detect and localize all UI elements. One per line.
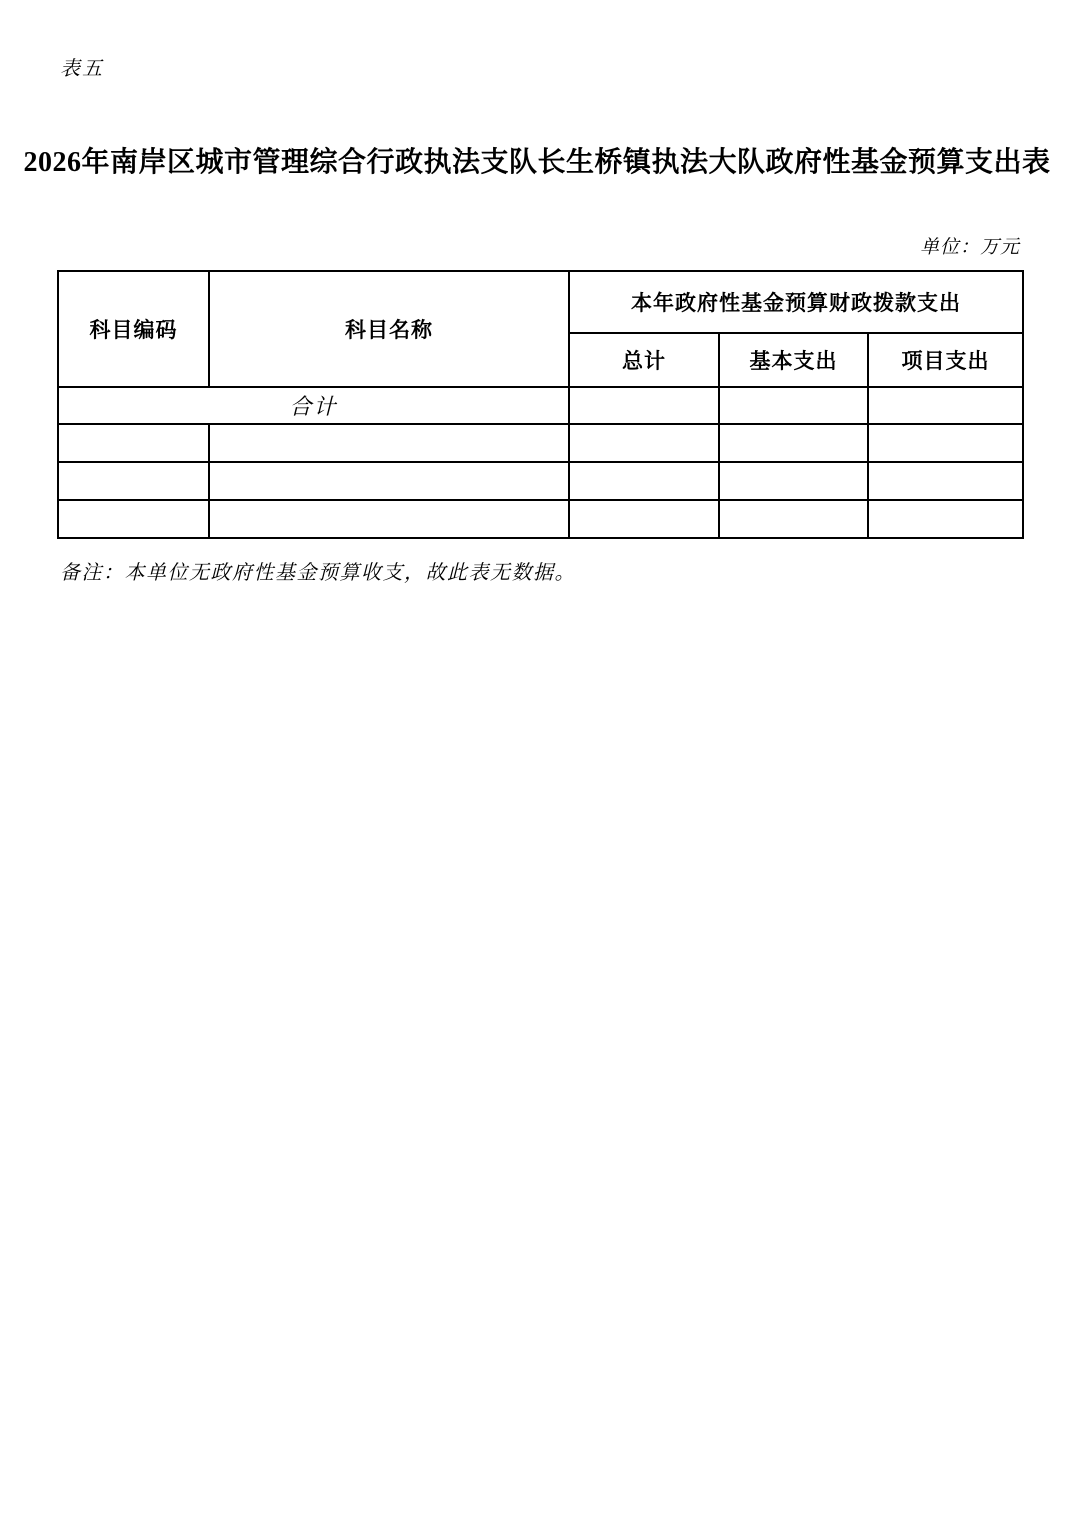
column-header-subject-code: 科目编码 [58, 271, 209, 387]
cell-subject-name [209, 424, 569, 462]
cell-subject-code [58, 462, 209, 500]
table-number-label: 表五 [60, 58, 104, 80]
cell-project [868, 424, 1023, 462]
cell-subject-name [209, 462, 569, 500]
total-row-project-value [868, 387, 1023, 424]
table-row [58, 500, 1023, 538]
cell-basic [719, 424, 868, 462]
cell-project [868, 500, 1023, 538]
column-header-group-fund-expenditure: 本年政府性基金预算财政拨款支出 [569, 271, 1023, 333]
footnote-remark: 备注：本单位无政府性基金预算收支，故此表无数据。 [60, 562, 576, 584]
cell-total [569, 462, 719, 500]
cell-subject-name [209, 500, 569, 538]
total-row-total-value [569, 387, 719, 424]
cell-project [868, 462, 1023, 500]
cell-total [569, 500, 719, 538]
column-header-total: 总计 [569, 333, 719, 387]
cell-basic [719, 500, 868, 538]
cell-subject-code [58, 424, 209, 462]
cell-total [569, 424, 719, 462]
budget-table [57, 270, 1024, 539]
total-row-label: 合计 [58, 387, 569, 424]
table-row [58, 424, 1023, 462]
column-header-subject-name: 科目名称 [209, 271, 569, 387]
page-title: 2026年南岸区城市管理综合行政执法支队长生桥镇执法大队政府性基金预算支出表 [23, 147, 1051, 178]
table-row-total [58, 387, 1023, 424]
total-row-basic-value [719, 387, 868, 424]
column-header-basic-expenditure: 基本支出 [719, 333, 868, 387]
cell-subject-code [58, 500, 209, 538]
table-row [58, 462, 1023, 500]
unit-note: 单位：万元 [919, 237, 1020, 258]
column-header-project-expenditure: 项目支出 [868, 333, 1023, 387]
cell-basic [719, 462, 868, 500]
header-row-group [58, 271, 1023, 333]
